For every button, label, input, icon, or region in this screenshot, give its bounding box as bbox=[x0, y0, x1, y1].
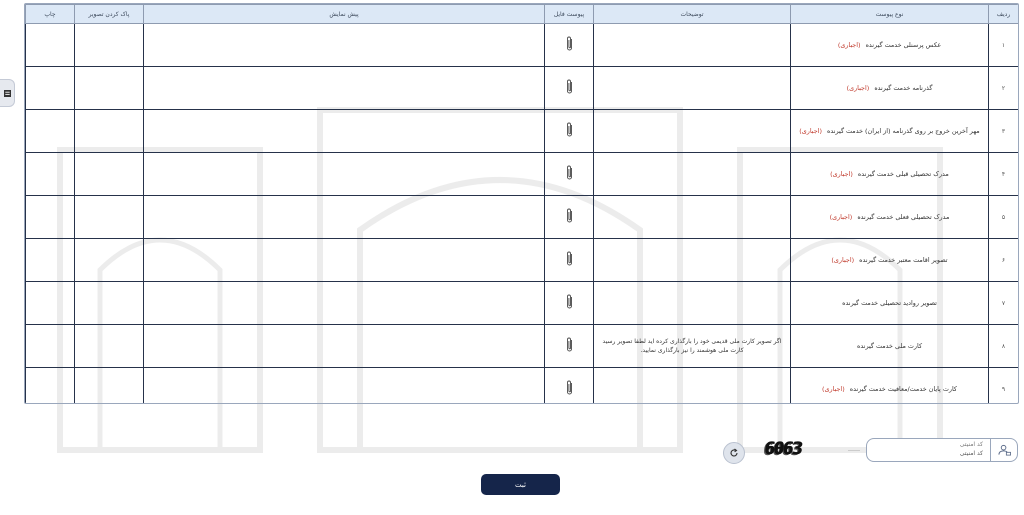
table-row bbox=[26, 24, 1019, 67]
captcha-field[interactable] bbox=[866, 438, 1018, 462]
row-number: ۹ bbox=[989, 368, 1019, 405]
table-row bbox=[26, 368, 1019, 405]
notes-cell bbox=[594, 282, 791, 325]
attachment-type-cell bbox=[791, 282, 989, 325]
file-attach-cell bbox=[545, 368, 594, 405]
side-panel-toggle[interactable] bbox=[0, 79, 15, 107]
clear-image-cell[interactable] bbox=[75, 110, 144, 153]
header-preview: پیش نمایش bbox=[144, 5, 545, 24]
notes-cell bbox=[594, 153, 791, 196]
paperclip-icon[interactable] bbox=[565, 379, 574, 399]
attachment-type: کارت ملی خدمت گیرنده bbox=[856, 342, 923, 350]
paperclip-icon[interactable] bbox=[565, 207, 574, 227]
header-row-number: ردیف bbox=[989, 5, 1019, 24]
print-cell[interactable] bbox=[26, 282, 75, 325]
paperclip-icon[interactable] bbox=[565, 293, 574, 313]
file-attach-cell bbox=[545, 110, 594, 153]
required-badge: (اجباری) bbox=[846, 84, 870, 92]
print-cell[interactable] bbox=[26, 196, 75, 239]
attachment-type-cell bbox=[791, 239, 989, 282]
file-attach-cell bbox=[545, 67, 594, 110]
table-header-row bbox=[26, 5, 1019, 24]
attachment-type-cell bbox=[791, 153, 989, 196]
print-cell[interactable] bbox=[26, 24, 75, 67]
clear-image-cell[interactable] bbox=[75, 239, 144, 282]
table-row bbox=[26, 67, 1019, 110]
required-badge: (اجباری) bbox=[830, 170, 853, 178]
submit-button[interactable]: ثبت bbox=[481, 474, 560, 495]
row-number: ۳ bbox=[989, 110, 1019, 153]
notes-cell bbox=[594, 24, 791, 67]
notes-cell bbox=[594, 239, 791, 282]
menu-icon bbox=[4, 90, 11, 97]
attachment-type-cell bbox=[791, 196, 989, 239]
required-badge: (اجباری) bbox=[799, 127, 822, 135]
row-number: ۱ bbox=[989, 24, 1019, 67]
attachment-type-cell bbox=[791, 67, 989, 110]
attachment-type-cell bbox=[791, 24, 989, 67]
print-cell[interactable] bbox=[26, 110, 75, 153]
attachment-type: کارت پایان خدمت/معافیت خدمت گیرنده bbox=[849, 385, 957, 393]
clear-image-cell[interactable] bbox=[75, 196, 144, 239]
clear-image-cell[interactable] bbox=[75, 325, 144, 368]
header-print: چاپ bbox=[26, 5, 75, 24]
table-row bbox=[26, 282, 1019, 325]
attachment-type-cell bbox=[791, 368, 989, 405]
row-number: ۷ bbox=[989, 282, 1019, 325]
header-attachment-type: نوع پیوست bbox=[791, 5, 989, 24]
preview-cell bbox=[144, 239, 545, 282]
captcha-image: 6063 bbox=[762, 439, 803, 459]
file-attach-cell bbox=[545, 282, 594, 325]
notes-cell bbox=[594, 196, 791, 239]
preview-cell bbox=[144, 67, 545, 110]
file-attach-cell bbox=[545, 153, 594, 196]
file-attach-cell bbox=[545, 196, 594, 239]
attachment-type-cell bbox=[791, 325, 989, 368]
table-row bbox=[26, 325, 1019, 368]
notes-cell: اگر تصویر کارت ملی قدیمی خود را بارگذاری کرده اید لطفا تصویر رسید کارت ملی هوشمند را نیز بارگذاری نمایید. bbox=[594, 325, 791, 368]
notes-cell bbox=[594, 67, 791, 110]
attachment-type: گذرنامه خدمت گیرنده bbox=[874, 84, 933, 92]
print-cell[interactable] bbox=[26, 325, 75, 368]
attachment-type: مدرک تحصیلی قبلی خدمت گیرنده bbox=[857, 170, 949, 178]
clear-image-cell[interactable] bbox=[75, 67, 144, 110]
preview-cell bbox=[144, 282, 545, 325]
row-number: ۸ bbox=[989, 325, 1019, 368]
captcha-input[interactable]: کد امنیتی bbox=[959, 450, 983, 457]
clear-image-cell[interactable] bbox=[75, 153, 144, 196]
notes-cell bbox=[594, 368, 791, 405]
paperclip-icon[interactable] bbox=[565, 336, 574, 356]
captcha-divider bbox=[848, 450, 860, 451]
paperclip-icon[interactable] bbox=[565, 35, 574, 55]
table-row bbox=[26, 196, 1019, 239]
paperclip-icon[interactable] bbox=[565, 78, 574, 98]
paperclip-icon[interactable] bbox=[565, 164, 574, 184]
print-cell[interactable] bbox=[26, 368, 75, 405]
paperclip-icon[interactable] bbox=[565, 121, 574, 141]
print-cell[interactable] bbox=[26, 67, 75, 110]
attachments-table bbox=[24, 3, 1019, 404]
file-attach-cell bbox=[545, 239, 594, 282]
preview-cell bbox=[144, 196, 545, 239]
print-cell[interactable] bbox=[26, 239, 75, 282]
clear-image-cell[interactable] bbox=[75, 24, 144, 67]
table-row bbox=[26, 239, 1019, 282]
table-row bbox=[26, 153, 1019, 196]
attachment-type: تصویر اقامت معتبر خدمت گیرنده bbox=[859, 256, 948, 264]
file-attach-cell bbox=[545, 325, 594, 368]
notes-cell bbox=[594, 110, 791, 153]
required-badge: (اجباری) bbox=[829, 213, 853, 221]
attachment-type: مدرک تحصیلی فعلی خدمت گیرنده bbox=[857, 213, 950, 221]
required-badge: (اجباری) bbox=[837, 41, 861, 49]
paperclip-icon[interactable] bbox=[565, 250, 574, 270]
attachment-type-cell bbox=[791, 110, 989, 153]
print-cell[interactable] bbox=[26, 153, 75, 196]
row-number: ۵ bbox=[989, 196, 1019, 239]
required-badge: (اجباری) bbox=[822, 385, 845, 393]
row-number: ۶ bbox=[989, 239, 1019, 282]
preview-cell bbox=[144, 110, 545, 153]
captcha-refresh-button[interactable] bbox=[723, 442, 745, 464]
table-row bbox=[26, 110, 1019, 153]
clear-image-cell[interactable] bbox=[75, 282, 144, 325]
preview-cell bbox=[144, 153, 545, 196]
row-number: ۲ bbox=[989, 67, 1019, 110]
attachment-type: عکس پرسنلی خدمت گیرنده bbox=[865, 41, 942, 49]
header-notes: توضیحات bbox=[594, 5, 791, 24]
user-lock-icon bbox=[990, 439, 1017, 461]
attachment-type: تصویر روادید تحصیلی خدمت گیرنده bbox=[842, 299, 937, 307]
refresh-icon bbox=[729, 448, 739, 458]
attachment-type: مهر آخرین خروج بر روی گذرنامه (از ایران) خدمت گیرنده bbox=[827, 127, 980, 135]
preview-cell bbox=[144, 325, 545, 368]
preview-cell bbox=[144, 368, 545, 405]
row-number: ۴ bbox=[989, 153, 1019, 196]
required-badge: (اجباری) bbox=[831, 256, 855, 264]
captcha-label: کد امنیتی bbox=[959, 441, 983, 448]
file-attach-cell bbox=[545, 24, 594, 67]
clear-image-cell[interactable] bbox=[75, 368, 144, 405]
header-file-attachment: پیوست فایل bbox=[545, 5, 594, 24]
preview-cell bbox=[144, 24, 545, 67]
header-clear-image: پاک کردن تصویر bbox=[75, 5, 144, 24]
